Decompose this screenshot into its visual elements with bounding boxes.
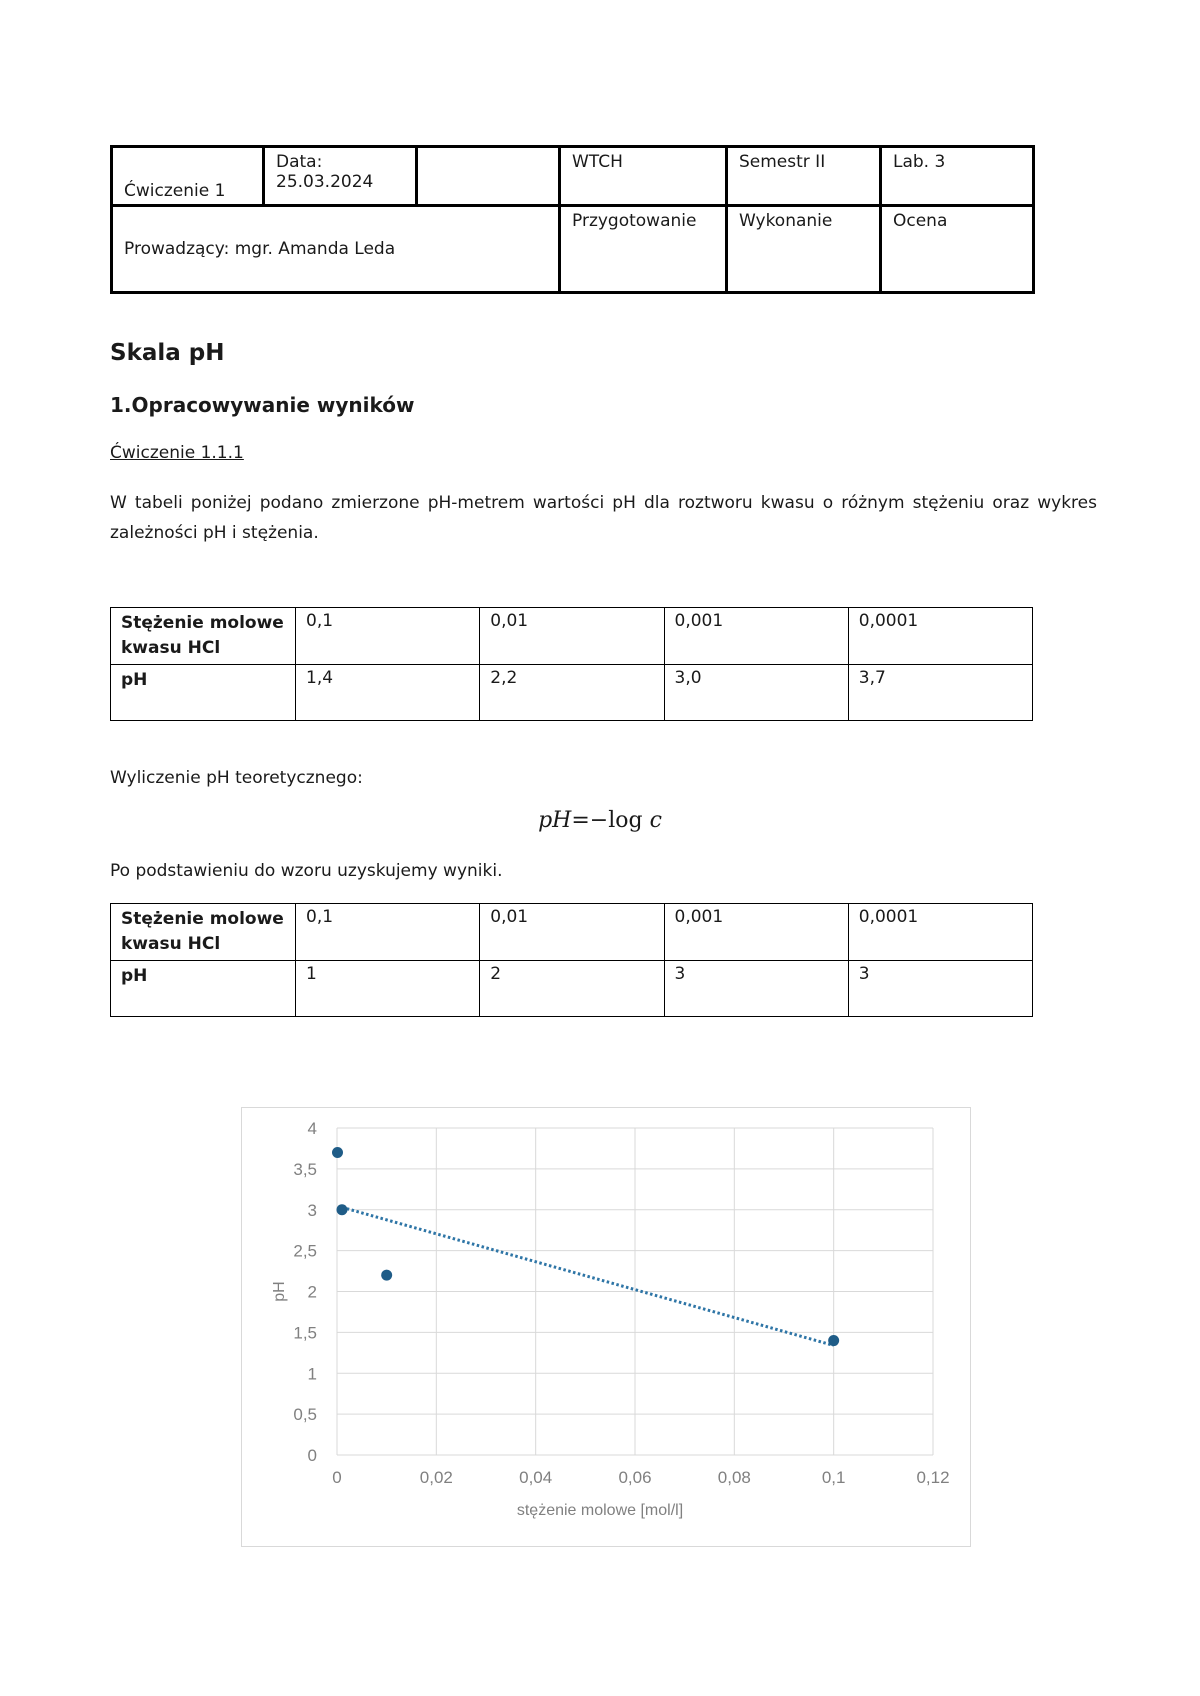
table-cell: 3,7 (848, 665, 1032, 721)
formula-variable: c (649, 808, 662, 833)
table-cell: 1,4 (296, 665, 480, 721)
data-point (381, 1270, 392, 1281)
y-axis-label: pH (271, 1281, 288, 1302)
table-cell: 0,001 (664, 608, 848, 665)
table-cell: 3,0 (664, 665, 848, 721)
row-label: Stężenie molowe kwasu HCl (111, 608, 296, 665)
description-paragraph: W tabeli poniżej podano zmierzone pH-metrem wartości pH dla roztworu kwasu o różnym stężeniu oraz wykres zależności pH i stężenia. (110, 493, 1097, 543)
table-cell: 0,0001 (848, 904, 1032, 961)
table-cell: 0,001 (664, 904, 848, 961)
y-tick-label: 2,5 (293, 1241, 317, 1261)
table-row (111, 904, 1033, 961)
table-cell: 2,2 (480, 665, 664, 721)
date-label: Data: (276, 152, 323, 172)
table-cell: 3 (664, 961, 848, 1017)
execution-cell: Wykonanie (727, 206, 881, 293)
x-tick-label: 0,1 (821, 1468, 846, 1487)
table-row (111, 961, 1033, 1017)
y-tick-label: 2 (307, 1282, 317, 1302)
y-tick-label: 3 (307, 1200, 317, 1220)
result-label: Po podstawieniu do wzoru uzyskujemy wyniki. (110, 861, 503, 881)
grade-cell: Ocena (881, 206, 1034, 293)
preparation-cell: Przygotowanie (560, 206, 727, 293)
table-cell: 0,0001 (848, 608, 1032, 665)
data-point (828, 1335, 839, 1346)
formula-function: log (608, 808, 643, 833)
y-tick-label: 1,5 (293, 1323, 317, 1343)
exercise-cell: Ćwiczenie 1 (112, 147, 264, 206)
date-value: 25.03.2024 (276, 172, 374, 192)
trendline (342, 1207, 834, 1345)
x-tick-label: 0,04 (519, 1468, 553, 1487)
table-cell: 0,01 (480, 608, 664, 665)
formula-lhs: pH (538, 808, 572, 833)
data-point (336, 1204, 347, 1215)
y-tick-label: 4 (307, 1119, 317, 1138)
ph-chart (241, 1107, 971, 1547)
row-label: Stężenie molowe kwasu HCl (111, 904, 296, 961)
section-heading: 1.Opracowywanie wyników (110, 393, 415, 417)
table-cell: 0,1 (296, 904, 480, 961)
semester-cell: Semestr II (727, 147, 881, 206)
row-label: pH (111, 665, 296, 721)
row-label: pH (111, 961, 296, 1017)
header-table (110, 145, 1035, 294)
table-cell: 3 (848, 961, 1032, 1017)
x-tick-label: 0,02 (419, 1468, 453, 1487)
lab-cell: Lab. 3 (881, 147, 1034, 206)
y-tick-label: 0,5 (293, 1405, 317, 1425)
table-cell: 0,01 (480, 904, 664, 961)
x-tick-label: 0,08 (717, 1468, 751, 1487)
measured-ph-table (110, 607, 1033, 721)
ph-formula (0, 808, 1200, 833)
table-cell: 2 (480, 961, 664, 1017)
table-cell: 1 (296, 961, 480, 1017)
table-row (111, 608, 1033, 665)
y-tick-label: 3,5 (293, 1159, 317, 1179)
calculation-label: Wyliczenie pH teoretycznego: (110, 768, 363, 788)
y-tick-label: 0 (307, 1446, 317, 1465)
table-cell: 0,1 (296, 608, 480, 665)
page-title: Skala pH (110, 340, 225, 366)
faculty-cell: WTCH (560, 147, 727, 206)
x-tick-label: 0 (332, 1468, 342, 1487)
x-tick-label: 0,12 (916, 1468, 950, 1487)
x-tick-label: 0,06 (618, 1468, 652, 1487)
y-tick-label: 1 (307, 1364, 317, 1384)
table-row (111, 665, 1033, 721)
formula-operator: =− (571, 808, 609, 833)
theoretical-ph-table (110, 903, 1033, 1017)
x-axis-label: stężenie molowe [mol/l] (516, 1502, 684, 1519)
subsection-heading: Ćwiczenie 1.1.1 (110, 443, 244, 463)
chart-svg (242, 1108, 972, 1548)
data-point (332, 1147, 343, 1158)
empty-cell (417, 147, 560, 206)
instructor-cell: Prowadzący: mgr. Amanda Leda (112, 206, 560, 293)
date-cell (264, 147, 417, 206)
